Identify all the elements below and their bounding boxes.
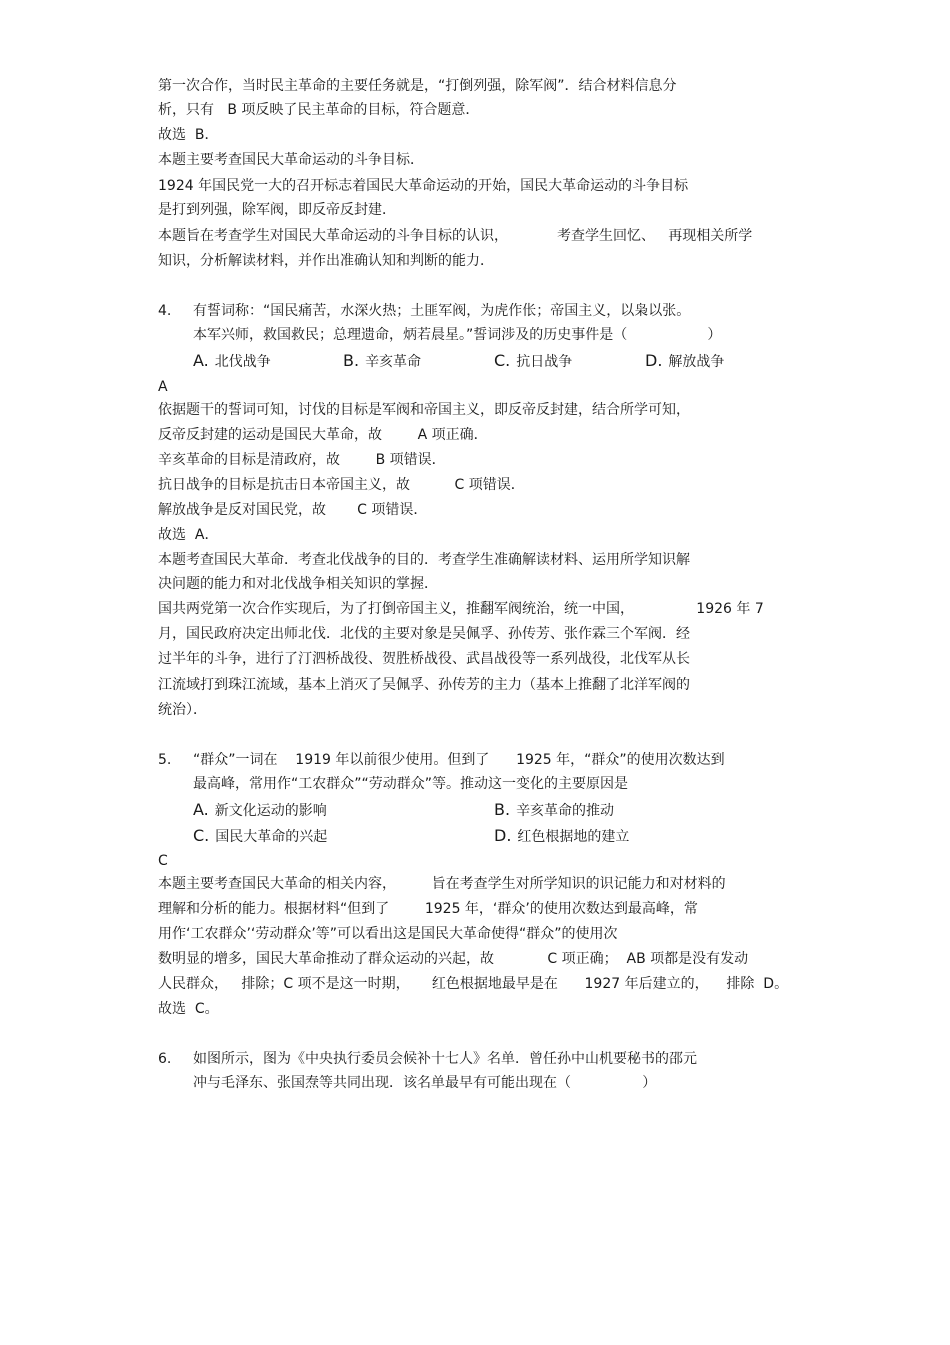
option-d: D. 红色根据地的建立 — [494, 826, 630, 845]
text-line: 江流域打到珠江流域，基本上消灭了吴佩孚、孙传芳的主力（基本上推翻了北洋军阀的 — [158, 677, 690, 693]
text-line: 决问题的能力和对北伐战争相关知识的掌握． — [158, 576, 438, 592]
question-stem: “群众”一词在 1919 年以前很少使用。但到了 1925 年，“群众”的使用次数达到 — [193, 752, 725, 768]
text-line: 辛亥革命的目标是清政府，故 B 项错误． — [158, 452, 446, 468]
text-line: 理解和分析的能力。根据材料“但到了 1925 年，‘群众’的使用次数达到最高峰，常 — [158, 901, 698, 917]
answer-letter: A — [158, 379, 168, 395]
option-b: B. 辛亥革命的推动 — [494, 800, 615, 819]
text-line: 本题主要考查国民大革命运动的斗争目标． — [158, 152, 424, 168]
question-stem: 最高峰，常用作“工农群众”“劳动群众”等。推动这一变化的主要原因是 — [193, 776, 629, 792]
question-number: 5. — [158, 752, 172, 768]
text-line: 人民群众， 排除；C 项不是这一时期， 红色根据地最早是在 1927 年后建立的， 排除 D。 — [158, 976, 789, 992]
text-line: 析，只有 B 项反映了民主革命的目标，符合题意． — [158, 102, 480, 118]
answer-letter: C — [158, 853, 168, 869]
text-line: 本题考查国民大革命．考查北伐战争的目的．考查学生准确解读材料、运用所学知识解 — [158, 552, 690, 568]
option-d: D. 解放战争 — [645, 351, 725, 370]
text-line: 反帝反封建的运动是国民大革命，故 A 项正确． — [158, 427, 488, 443]
option-a: A. 新文化运动的影响 — [193, 800, 327, 819]
option-a: A. 北伐战争 — [193, 351, 271, 370]
text-line: 抗日战争的目标是抗击日本帝国主义，故 C 项错误． — [158, 477, 525, 493]
text-line: 知识，分析解读材料，并作出准确认知和判断的能力． — [158, 253, 494, 269]
text-line: 本题旨在考查学生对国民大革命运动的斗争目标的认识， 考查学生回忆、 再现相关所学 — [158, 228, 753, 244]
question-number: 6. — [158, 1051, 172, 1067]
question-stem: 冲与毛泽东、张国焘等共同出现．该名单最早有可能出现在（ ） — [193, 1075, 657, 1091]
text-line: 月，国民政府决定出师北伐．北伐的主要对象是吴佩孚、孙传芳、张作霖三个军阀．经 — [158, 626, 690, 642]
text-line: 故选 B． — [158, 127, 219, 143]
question-stem: 如图所示，图为《中央执行委员会候补十七人》名单．曾任孙中山机要秘书的邵元 — [193, 1051, 697, 1067]
option-b: B. 辛亥革命 — [343, 351, 422, 370]
text-line: 依据题干的誓词可知，讨伐的目标是军阀和帝国主义，即反帝反封建，结合所学可知， — [158, 402, 690, 418]
text-line: 故选 A． — [158, 527, 219, 543]
text-line: 国共两党第一次合作实现后，为了打倒帝国主义，推翻军阀统治，统一中国， 1926 年 7 — [158, 601, 764, 617]
text-line: 本题主要考查国民大革命的相关内容， 旨在考查学生对所学知识的识记能力和对材料的 — [158, 876, 726, 892]
text-line: 过半年的斗争，进行了汀泗桥战役、贺胜桥战役、武昌战役等一系列战役，北伐军从长 — [158, 651, 690, 667]
text-line: 用作‘工农群众’‘劳动群众’等”可以看出这是国民大革命使得“群众”的使用次 — [158, 926, 618, 942]
option-c: C. 国民大革命的兴起 — [193, 826, 328, 845]
text-line: 1924 年国民党一大的召开标志着国民大革命运动的开始，国民大革命运动的斗争目标 — [158, 178, 689, 194]
option-c: C. 抗日战争 — [494, 351, 573, 370]
text-line: 统治）． — [158, 702, 207, 718]
text-line: 第一次合作，当时民主革命的主要任务就是，“打倒列强，除军阀”．结合材料信息分 — [158, 78, 677, 94]
question-stem: 有誓词称：“国民痛苦，水深火热；土匪军阀，为虎作伥；帝国主义，以枭以张。 — [193, 303, 691, 319]
question-stem: 本军兴师，救国救民；总理遗命，炳若晨星。”誓词涉及的历史事件是（ ） — [193, 327, 722, 343]
question-number: 4. — [158, 303, 172, 319]
text-line: 数明显的增多，国民大革命推动了群众运动的兴起，故 C 项正确； AB 项都是没有发动 — [158, 951, 749, 967]
text-line: 解放战争是反对国民党，故 C 项错误． — [158, 502, 428, 518]
text-line: 故选 C。 — [158, 1001, 219, 1017]
text-line: 是打到列强，除军阀，即反帝反封建． — [158, 202, 396, 218]
